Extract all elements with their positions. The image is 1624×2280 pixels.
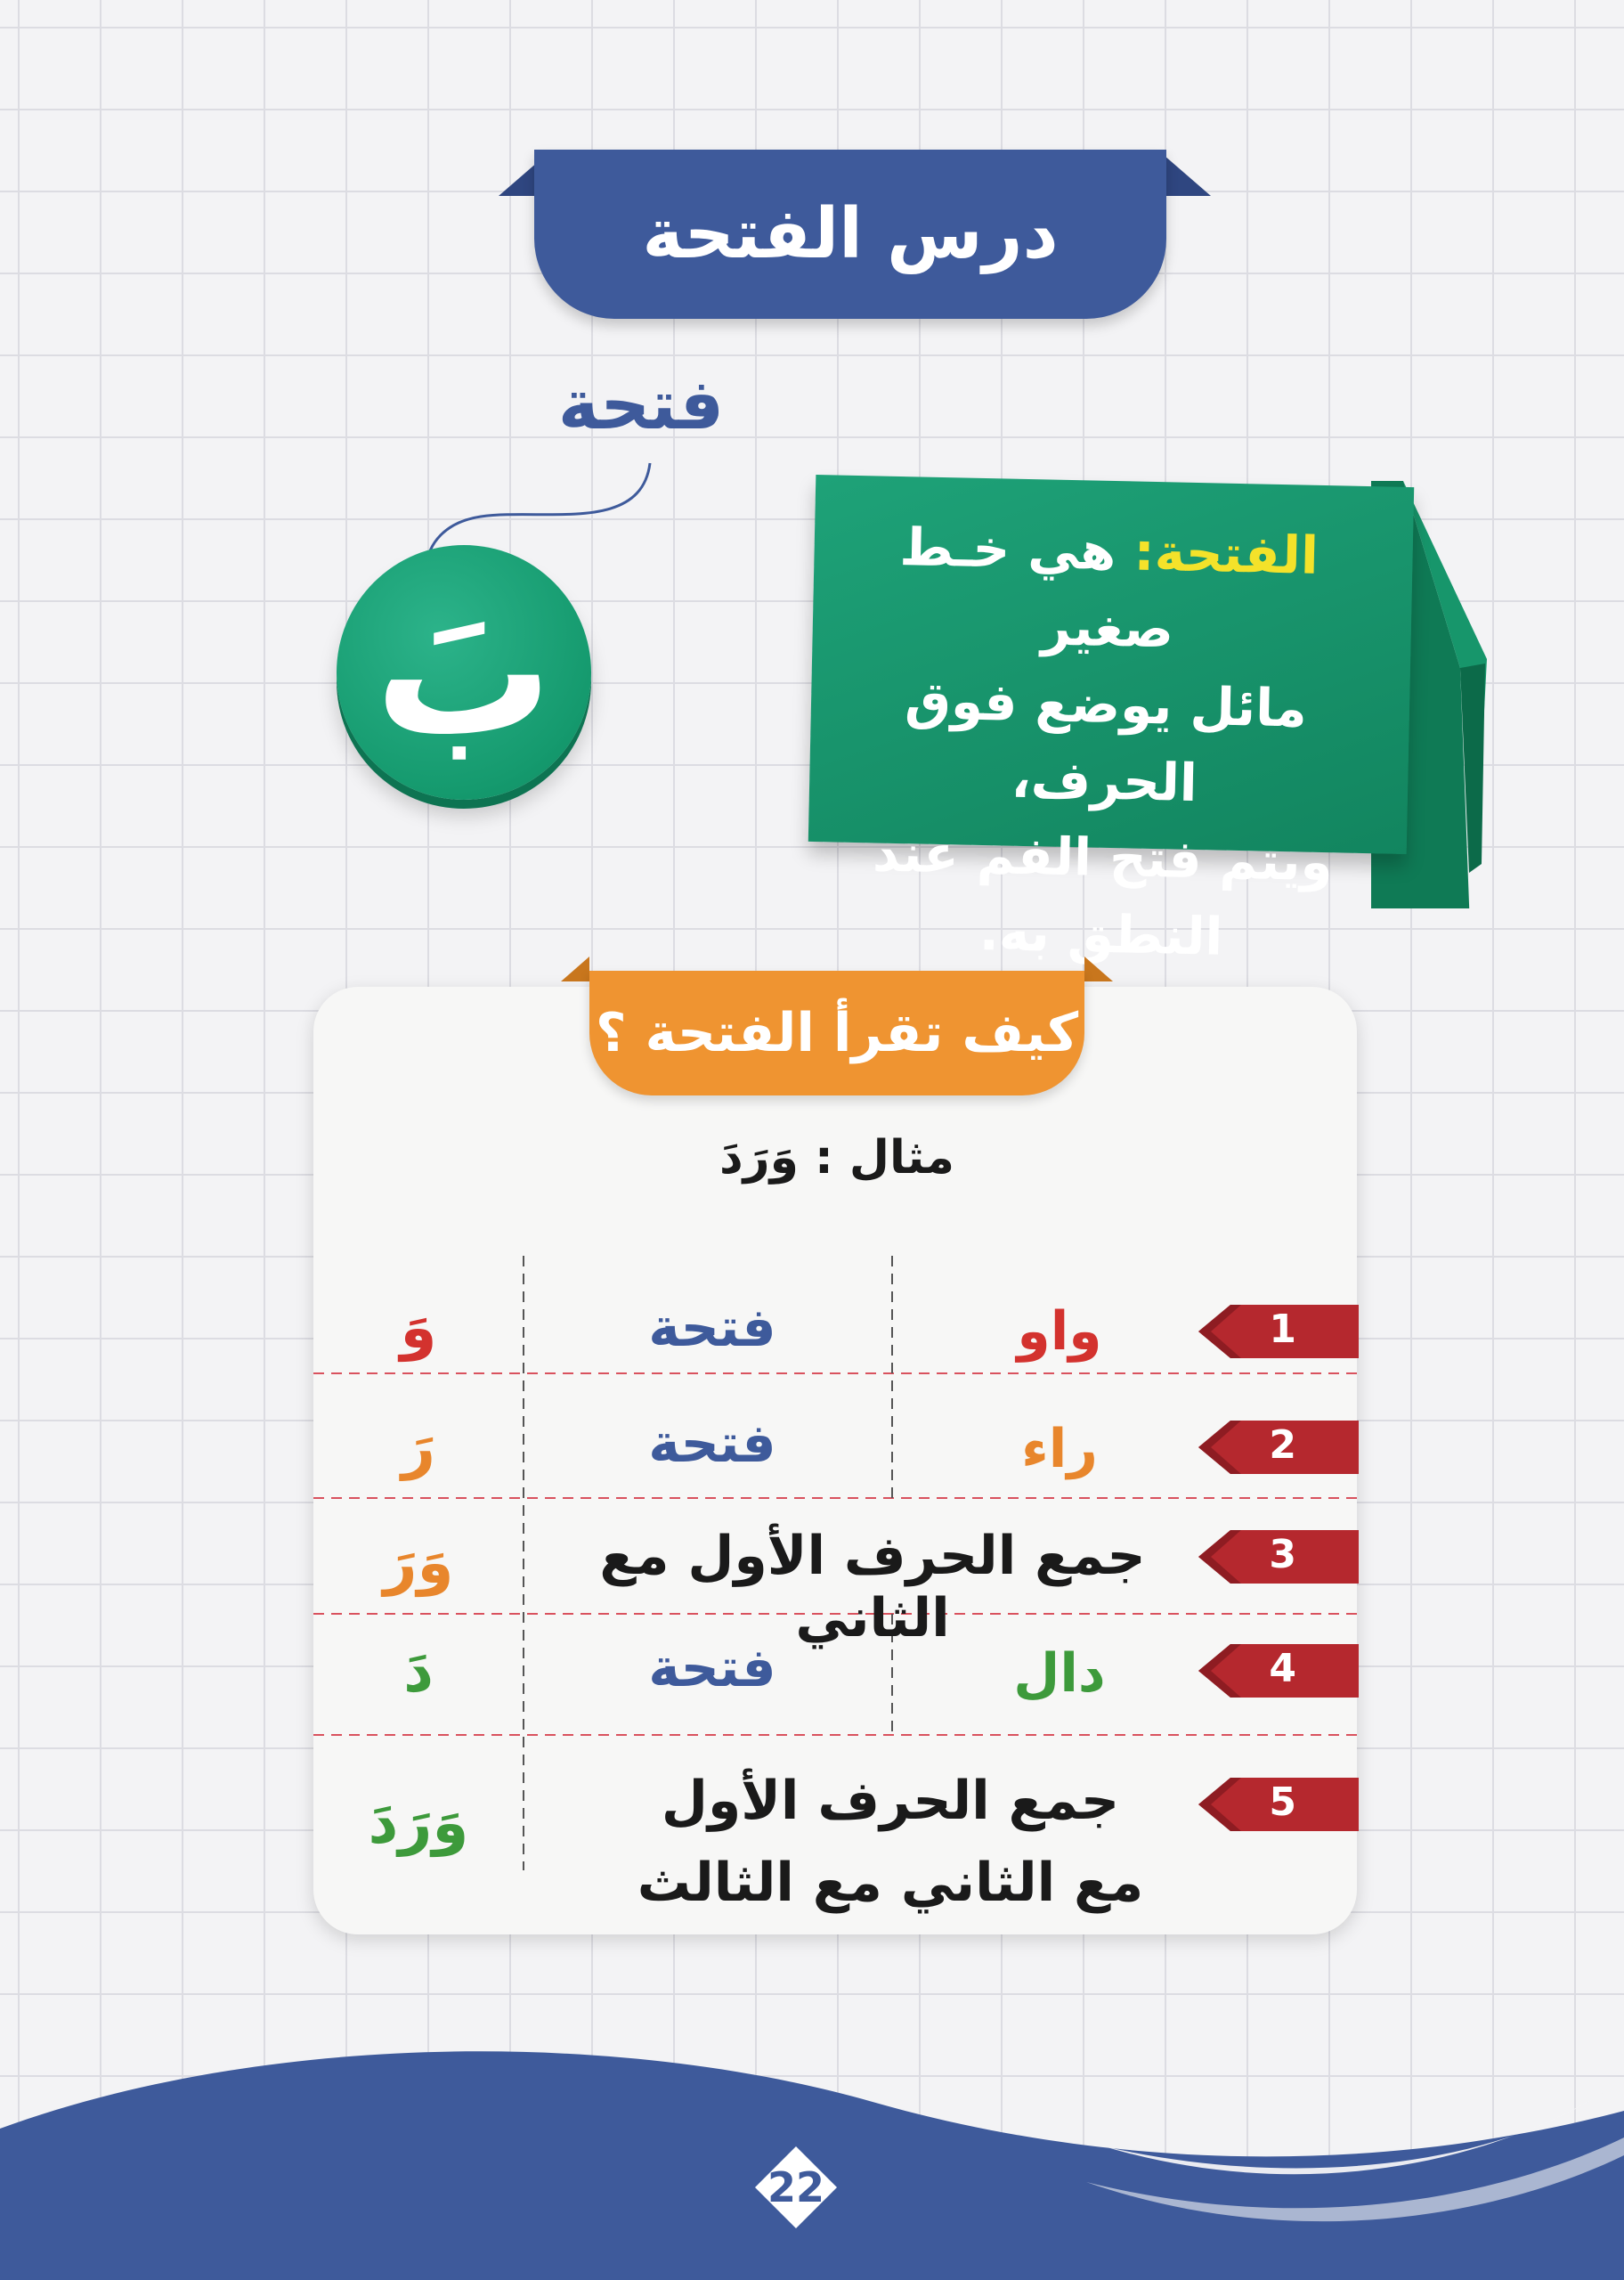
letter-circle	[337, 545, 591, 800]
page-title: درس الفتحة	[534, 150, 1166, 319]
row3-result: وَرَ	[383, 1528, 454, 1597]
row1-letter: واو	[1017, 1300, 1102, 1363]
row5-merge-line-2: مع الثاني مع الثالث	[637, 1852, 1144, 1914]
row2-letter: راء	[1021, 1418, 1098, 1480]
row4-mark: فتحة	[648, 1637, 776, 1699]
page-number: 22	[767, 2163, 824, 2211]
step-number-2: 2	[1269, 1422, 1296, 1468]
row2-mark: فتحة	[648, 1413, 776, 1475]
step-number-1: 1	[1269, 1307, 1296, 1352]
example-text: مثال : وَرَدَ	[719, 1131, 954, 1185]
step-number-4: 4	[1269, 1646, 1296, 1691]
step-arrow-1	[1198, 1305, 1359, 1358]
definition-line-4: النطق به.	[978, 900, 1223, 967]
row3-merge: جمع الحرف الأول مع الثاني	[599, 1525, 1146, 1649]
how-to-read-tab: كيف تقرأ الفتحة ؟	[589, 971, 1084, 1095]
row4-letter: دال	[1013, 1642, 1106, 1705]
circle-letter: بَ	[374, 568, 554, 776]
definition-line-1: الفتحة: هي خـط صغير	[898, 517, 1320, 660]
row5-merge	[623, 1760, 1157, 1924]
row4-result: دَ	[403, 1637, 434, 1706]
step-number-5: 5	[1269, 1779, 1296, 1825]
row1-mark: فتحة	[648, 1297, 776, 1359]
step-number-3: 3	[1269, 1532, 1296, 1577]
step-arrow-3	[1198, 1530, 1359, 1584]
step-arrow-5	[1198, 1778, 1359, 1831]
definition-card	[808, 475, 1414, 967]
definition-term: الفتحة:	[1133, 521, 1320, 586]
row1-result: وَ	[400, 1293, 437, 1362]
definition-line-2: مائل يوضع فوق الحرف،	[904, 670, 1308, 814]
definition-line-3: ويتم فتح الفم عند	[872, 822, 1334, 893]
row2-result: رَ	[402, 1413, 435, 1481]
step-arrow-2	[1198, 1421, 1359, 1474]
step-arrow-4	[1198, 1644, 1359, 1698]
footer-wave	[0, 1995, 1624, 2280]
row5-merge-line-1: جمع الحرف الأول	[661, 1770, 1120, 1832]
row5-result: وَرَدَ	[368, 1788, 469, 1857]
fatha-label: فتحة	[557, 365, 725, 445]
